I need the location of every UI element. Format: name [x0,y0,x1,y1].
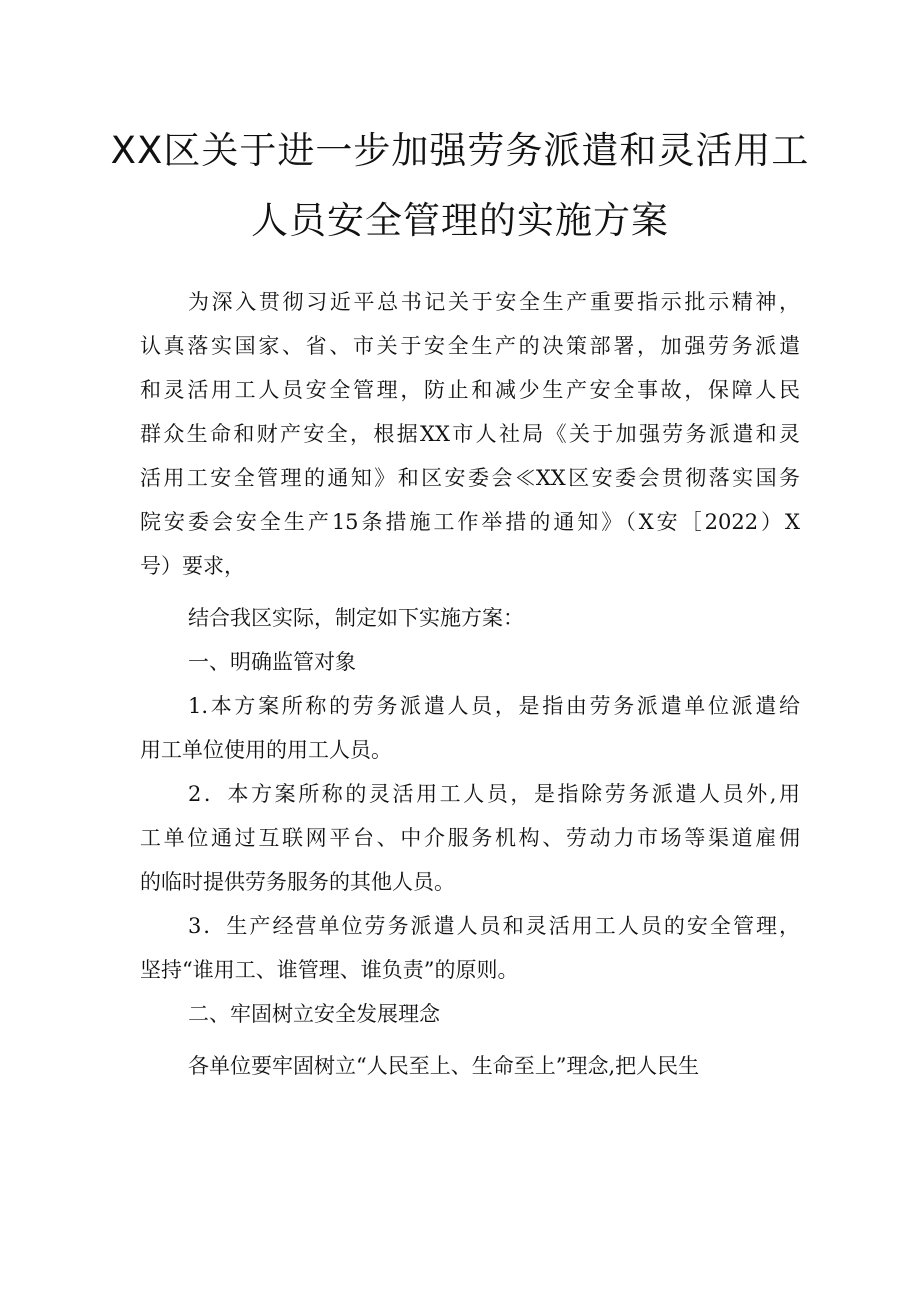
paragraph [140,684,800,772]
paragraph-line: 2．本方案所称的灵活用工人员，是指除劳务派遣人员外,用 [188,782,800,806]
paragraph [140,640,800,684]
paragraph [140,1044,800,1088]
paragraph-line: 一、明确监管对象 [188,650,356,674]
paragraph [140,904,800,992]
paragraph-line: 和灵活用工人员安全管理，防止和减少生产安全事故，保障人民 [140,378,800,402]
paragraph-line: 工单位通过互联网平台、中介服务机构、劳动力市场等渠道雇佣 [140,826,800,850]
paragraph-line: 认真落实国家、省、市关于安全生产的决策部署，加强劳务派遣 [140,334,800,358]
paragraph [140,992,800,1036]
paragraph-line: 各单位要牢固树立“人民至上、生命至上”理念,把人民生 [188,1054,700,1078]
paragraph-line: 为深入贯彻习近平总书记关于安全生产重要指示批示精神， [188,290,800,314]
document-title-line-1: XX区关于进一步加强劳务派遣和灵活用工 [110,129,810,172]
paragraph-line: 1.本方案所称的劳务派遣人员，是指由劳务派遣单位派遣给 [188,694,800,718]
paragraph-line: 3．生产经营单位劳务派遣人员和灵活用工人员的安全管理， [188,914,800,938]
paragraph-line: 二、牢固树立安全发展理念 [188,1002,440,1026]
paragraph-line: 结合我区实际，制定如下实施方案： [188,606,524,630]
document-body [140,280,800,1088]
paragraph [140,280,800,588]
paragraph-line: 坚持“谁用工、谁管理、谁负责”的原则。 [140,958,519,982]
paragraph [140,596,800,640]
paragraph-line: 号）要求， [140,554,245,578]
paragraph-line: 群众生命和财产安全，根据XX市人社局《关于加强劳务派遣和灵 [140,422,800,446]
paragraph-line: 院安委会安全生产15条措施工作举措的通知》（X安［2022）X [140,510,800,534]
paragraph [140,772,800,904]
document-title-line-2: 人员安全管理的实施方案 [251,199,669,242]
paragraph-line: 用工单位使用的用工人员。 [140,738,392,762]
paragraph-line: 的临时提供劳务服务的其他人员。 [140,870,455,894]
paragraph-line: 活用工安全管理的通知》和区安委会≪XX区安委会贯彻落实国务 [140,466,800,490]
